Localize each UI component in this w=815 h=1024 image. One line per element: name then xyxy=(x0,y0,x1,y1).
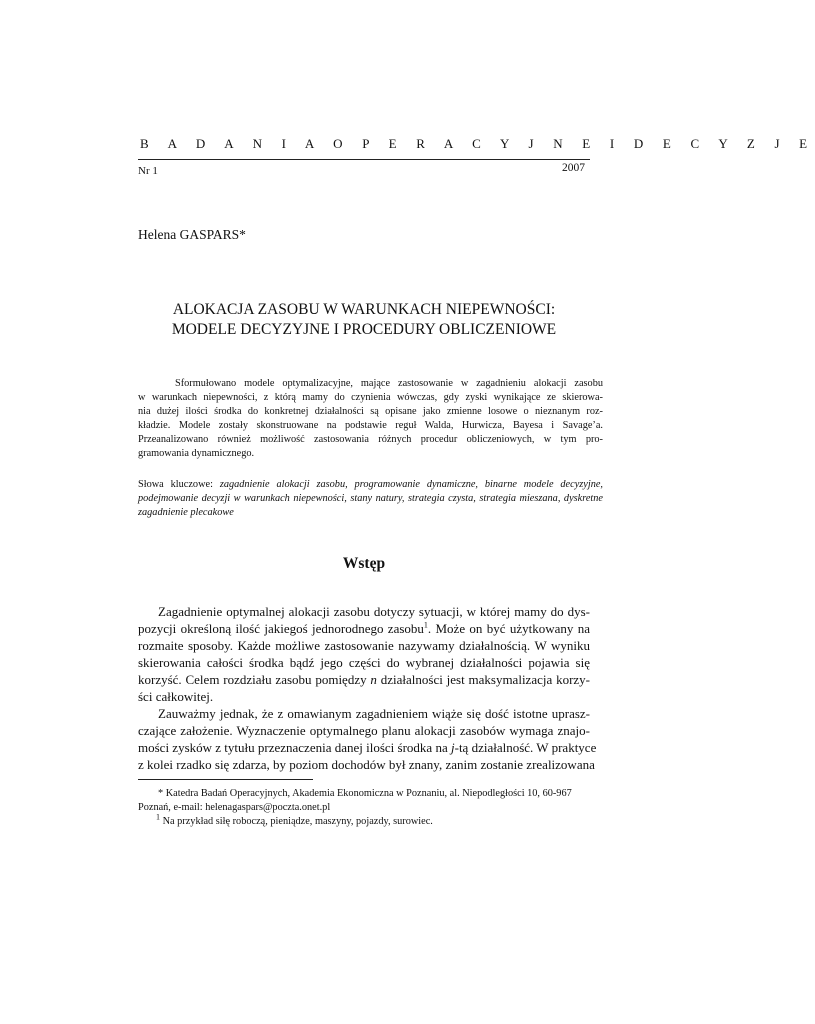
abstract-line: nia dużej ilości środka do konkretnej działalności są opisane jako zmienne losowe o nieznanym roz- xyxy=(138,406,603,418)
body-line: skierowania całości środka bądź jego części do wybranej działalności pojawia się xyxy=(138,655,590,670)
title-line-2: MODELE DECYZYJNE I PROCEDURY OBLICZENIOWE xyxy=(171,321,557,338)
journal-title: B A D A N I A O P E R A C Y J N E I D E C Y Z J E xyxy=(140,136,815,151)
abstract-line: kładzie. Modele zostały skonstruowane na podstawie reguł Walda, Hurwicza, Bayesa i Savage’a. xyxy=(138,420,603,432)
footnote-1: $^1$ Na przykład siłę roboczą, pieniądze, maszyny, pojazdy, surowiec. xyxy=(156,812,433,827)
author-name: Helena GASPARS* xyxy=(138,227,246,242)
affiliation-footnote: * Katedra Badań Operacyjnych, Akademia Ekonomiczna w Poznaniu, al. Niepodległości 10, 60-967 xyxy=(158,788,572,799)
body-line: mości zysków z tytułu przeznaczenia danej ilości środka na j-tą działalność. W praktyce xyxy=(138,740,597,755)
abstract-line: Przeanalizowano również możliwość zastosowania różnych procedur obliczeniowych, w tym pro- xyxy=(138,434,603,446)
body-line: korzyść. Celem rozdziału zasobu pomiędzy n działalności jest maksymalizacja korzy- xyxy=(138,672,590,687)
body-line: z kolei rzadko się zdarza, by poziom dochodów był znany, zanim zostanie zrealizowana xyxy=(138,757,595,772)
body-line: ści całkowitej. xyxy=(138,689,214,704)
body-text xyxy=(138,603,597,773)
title-line-1: ALOKACJA ZASOBU W WARUNKACH NIEPEWNOŚCI: xyxy=(172,301,556,318)
keywords-label: Słowa kluczowe: xyxy=(138,479,213,490)
affiliation-footnote-cont: Poznań, e-mail: helenagaspars@poczta.onet.pl xyxy=(138,802,331,813)
footnote-rule xyxy=(138,779,313,780)
keywords-text: zagadnienie alokacji zasobu, programowanie dynamiczne, binarne modele decyzyjne, podejmowanie decyzji w warunkach niepewności, stany natury, strategia czysta, strategia mieszana, dyskretne zagadnienie plecakowe xyxy=(138,479,603,519)
footnotes xyxy=(138,787,603,829)
body-line: czające założenie. Wyznaczenie optymalnego planu alokacji zasobów wymaga znajo- xyxy=(138,723,590,738)
body-line: pozycji określoną ilość jakiegoś jednorodnego zasobu$^1$. Może on być użytkowany na xyxy=(138,620,590,636)
footnote-ref: 1 xyxy=(423,620,428,630)
body-line: rozmaite sposoby. Każde możliwe zastosowanie nazywamy działalnością. W wyniku xyxy=(138,638,590,653)
issue-year: 2007 xyxy=(562,162,585,174)
abstract-line: gramowania dynamicznego. xyxy=(138,448,255,460)
abstract xyxy=(138,377,603,462)
abstract-line: Sformułowano modele optymalizacyjne, mające zastosowanie w zagadnieniu alokacji zasobu xyxy=(175,378,603,389)
abstract-line: w warunkach niepewności, z którą mamy do czynienia wówczas, gdy zyski wynikające ze skierowa- xyxy=(138,392,603,404)
issue-number: Nr 1 xyxy=(138,165,158,177)
keywords xyxy=(138,478,603,520)
section-heading: Wstęp xyxy=(342,555,386,572)
body-line: Zagadnienie optymalnej alokacji zasobu dotyczy sytuacji, w której mamy do dys- xyxy=(158,604,590,619)
body-line: Zauważmy jednak, że z omawianym zagadnieniem wiąże się dość istotne uprasz- xyxy=(158,706,590,721)
paper-title xyxy=(140,300,588,340)
header-rule xyxy=(138,159,590,160)
